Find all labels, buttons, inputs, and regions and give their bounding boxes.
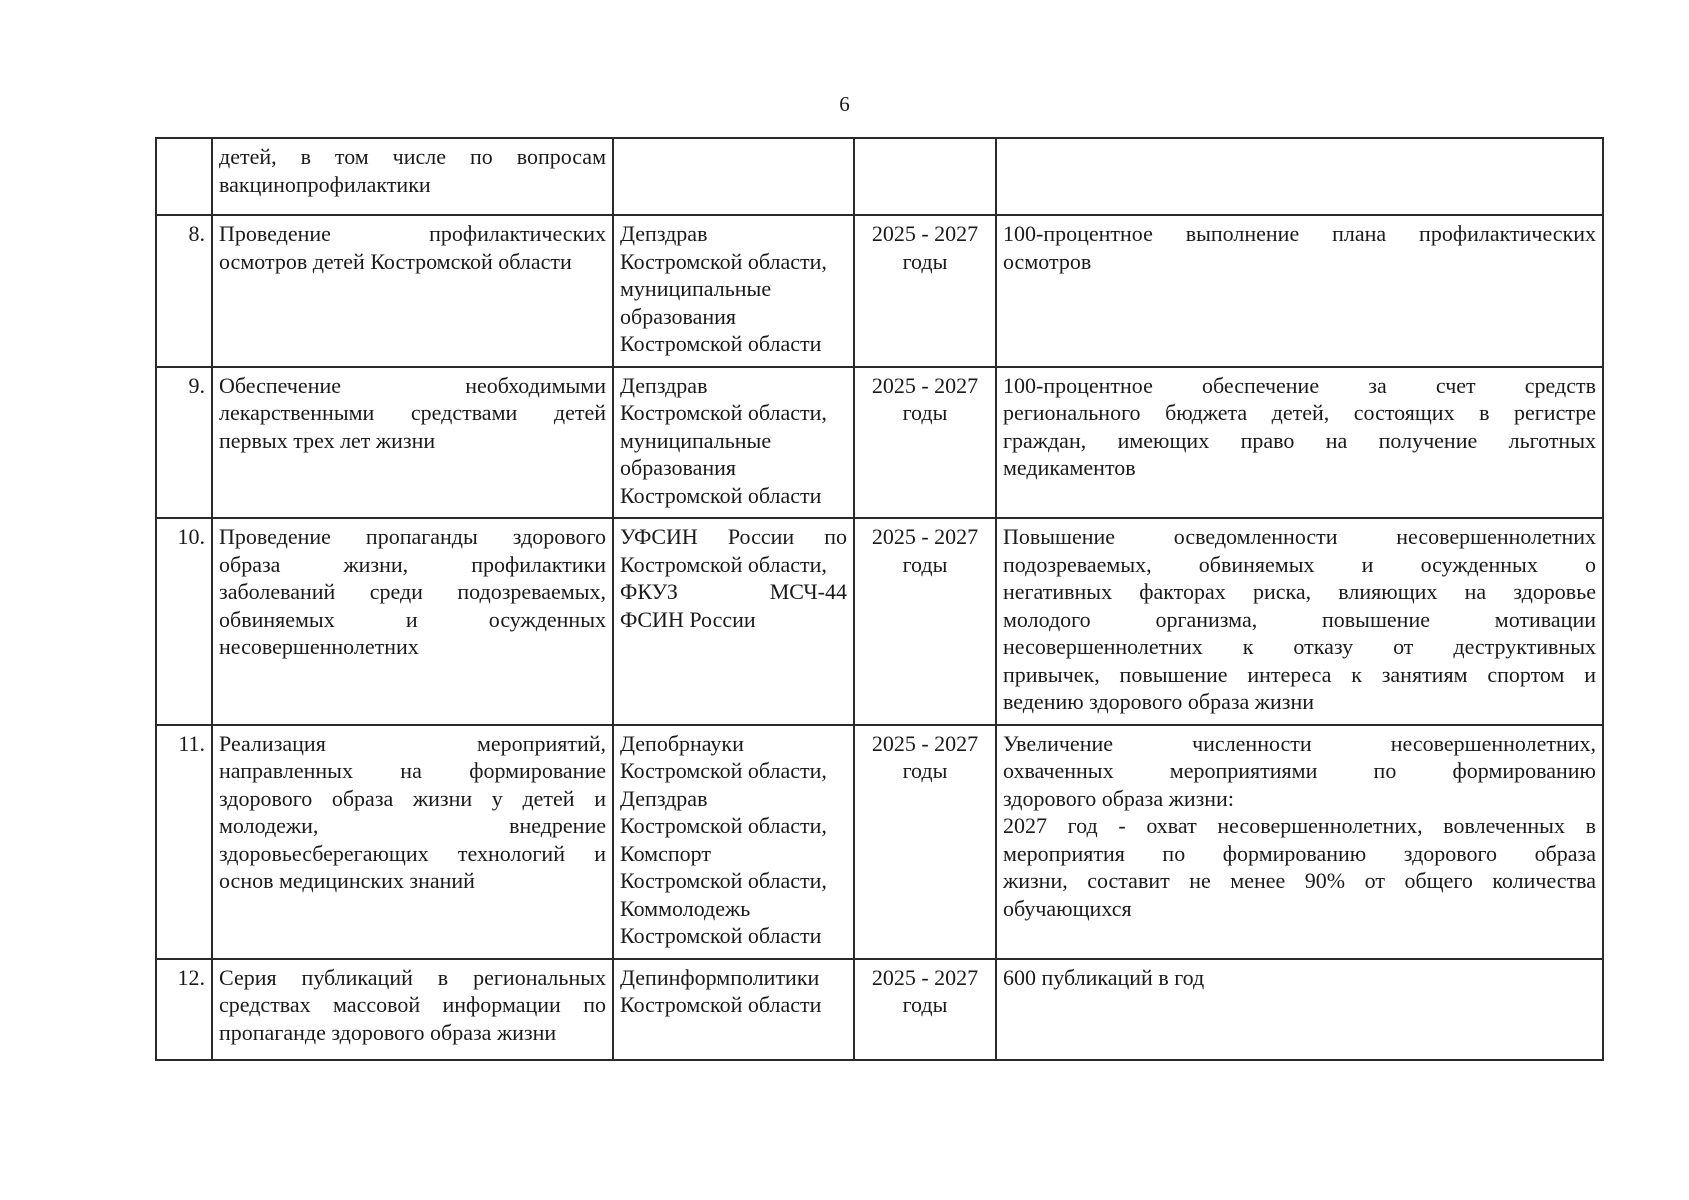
period-line: годы <box>902 248 948 274</box>
activity-line: заболеваний среди подозреваемых, <box>219 579 606 604</box>
period-line: 2025 - 2027 <box>871 524 979 549</box>
result-line: Повышение осведомленности несовершеннолетних <box>1003 524 1596 549</box>
executor-line: Костромской области <box>620 992 822 1017</box>
executor-line: муниципальные <box>620 276 772 301</box>
activity-cell <box>212 367 613 519</box>
activity-line: средствах массовой информации по <box>219 992 606 1017</box>
executor-line: ФСИН России <box>620 606 756 632</box>
executor-cell <box>613 215 854 367</box>
executor-line: Депздрав <box>620 372 708 398</box>
activity-cell <box>212 725 613 959</box>
result-line: регионального бюджета детей, состоящих в регистре <box>1003 400 1596 425</box>
result-line: граждан, имеющих право на получение льготных <box>1003 427 1596 453</box>
period-line: годы <box>902 400 948 425</box>
executor-line: муниципальные <box>620 427 772 453</box>
activity-line: Проведение пропаганды здорового <box>219 524 606 549</box>
executor-line: УФСИН России по <box>620 524 847 549</box>
executor-line: Костромской области <box>620 923 822 948</box>
table-row <box>156 725 1603 959</box>
executor-cell <box>613 725 854 959</box>
activity-line: лекарственными средствами детей <box>219 400 606 425</box>
page-number: 6 <box>839 92 850 116</box>
result-line: ведению здорового образа жизни <box>1003 689 1314 714</box>
executor-cell <box>613 367 854 519</box>
activity-line: здоровьесберегающих технологий и <box>219 840 606 866</box>
activity-line: направленных на формирование <box>219 758 606 783</box>
period-line: годы <box>902 758 948 783</box>
result-line: охваченных мероприятиями по формированию <box>1003 758 1596 783</box>
row-number-cell: 10. <box>156 518 212 725</box>
activity-line: пропаганде здорового образа жизни <box>219 1019 557 1045</box>
table-row-continuation <box>156 138 1603 215</box>
result-line: мероприятия по формированию здорового образа <box>1003 840 1596 866</box>
executor-line: Костромской области, <box>620 551 827 577</box>
activity-line: детей, в том числе по вопросам <box>219 144 606 169</box>
row-number-cell <box>156 138 212 215</box>
result-line: жизни, составит не менее 90% от общего количества <box>1003 868 1596 893</box>
table-row <box>156 518 1603 725</box>
result-cell <box>996 725 1603 959</box>
activity-line: Реализация мероприятий, <box>219 730 606 756</box>
row-number-cell: 11. <box>156 725 212 959</box>
result-line: негативных факторах риска, влияющих на здоровье <box>1003 579 1596 604</box>
period-line: годы <box>902 992 948 1017</box>
activity-line: Серия публикаций в региональных <box>219 964 606 990</box>
executor-line: Коммолодежь <box>620 895 751 921</box>
executor-line: Костромской области, <box>620 813 827 838</box>
activity-line: молодежи, внедрение <box>219 813 606 838</box>
period-line: годы <box>902 551 948 577</box>
activity-line: вакцинопрофилактики <box>219 171 431 197</box>
activity-line: несовершеннолетних <box>219 634 419 659</box>
result-cell <box>996 367 1603 519</box>
row-number-cell: 9. <box>156 367 212 519</box>
result-line: осмотров <box>1003 248 1092 274</box>
activity-cell <box>212 138 613 215</box>
executor-cell <box>613 138 854 215</box>
result-line: обучающихся <box>1003 895 1132 921</box>
period-cell <box>854 725 996 959</box>
activity-line: Обеспечение необходимыми <box>219 372 606 398</box>
activity-cell <box>212 518 613 725</box>
activity-line: обвиняемых и осужденных <box>219 606 606 632</box>
result-line: 100-процентное обеспечение за счет средств <box>1003 372 1596 398</box>
result-line: 600 публикаций в год <box>1003 964 1205 990</box>
result-line: 2027 год - охват несовершеннолетних, вовлеченных в <box>1003 813 1596 838</box>
period-cell <box>854 138 996 215</box>
executor-line: Депздрав <box>620 785 708 811</box>
result-cell <box>996 138 1603 215</box>
result-line: молодого организма, повышение мотивации <box>1003 606 1596 632</box>
result-cell <box>996 959 1603 1060</box>
table-row <box>156 367 1603 519</box>
executor-line: Депобрнауки <box>620 730 744 756</box>
activity-cell <box>212 215 613 367</box>
executor-cell <box>613 959 854 1060</box>
executor-line: Костромской области, <box>620 758 827 783</box>
executor-line: Костромской области <box>620 482 822 508</box>
activity-line: осмотров детей Костромской области <box>219 248 572 274</box>
executor-line: Костромской области, <box>620 400 827 425</box>
executor-cell <box>613 518 854 725</box>
activity-line: основ медицинских знаний <box>219 868 475 893</box>
period-line: 2025 - 2027 <box>871 964 979 990</box>
result-line: здорового образа жизни: <box>1003 785 1234 811</box>
row-number-cell: 12. <box>156 959 212 1060</box>
row-number-cell: 8. <box>156 215 212 367</box>
table-row <box>156 959 1603 1060</box>
executor-line: Костромской области, <box>620 868 827 893</box>
period-cell <box>854 518 996 725</box>
activity-line: образа жизни, профилактики <box>219 551 606 577</box>
activity-line: первых трех лет жизни <box>219 427 436 453</box>
result-cell <box>996 518 1603 725</box>
result-line: привычек, повышение интереса к занятиям спортом и <box>1003 661 1596 687</box>
result-line: 100-процентное выполнение плана профилактических <box>1003 221 1596 246</box>
period-cell <box>854 215 996 367</box>
table-row <box>156 215 1603 367</box>
executor-line: образования <box>620 455 737 480</box>
period-line: 2025 - 2027 <box>871 730 979 756</box>
plan-table <box>155 137 1604 1061</box>
activity-cell <box>212 959 613 1060</box>
result-line: Увеличение численности несовершеннолетних, <box>1003 730 1596 756</box>
period-cell <box>854 367 996 519</box>
period-line: 2025 - 2027 <box>871 372 979 398</box>
executor-line: Комспорт <box>620 840 711 866</box>
result-line: несовершеннолетних к отказу от деструктивных <box>1003 634 1596 659</box>
result-cell <box>996 215 1603 367</box>
executor-line: Депинформполитики <box>620 964 820 990</box>
executor-line: Депздрав <box>620 221 708 246</box>
period-cell <box>854 959 996 1060</box>
executor-line: образования <box>620 303 737 329</box>
result-line: подозреваемых, обвиняемых и осужденных о <box>1003 551 1596 577</box>
activity-line: Проведение профилактических <box>219 221 606 246</box>
period-line: 2025 - 2027 <box>871 221 979 246</box>
executor-line: Костромской области <box>620 331 822 356</box>
plan-table-body <box>156 138 1603 1060</box>
activity-line: здорового образа жизни у детей и <box>219 785 606 811</box>
executor-line: ФКУЗ МСЧ-44 <box>620 579 847 604</box>
executor-line: Костромской области, <box>620 248 827 274</box>
result-line: медикаментов <box>1003 455 1136 480</box>
